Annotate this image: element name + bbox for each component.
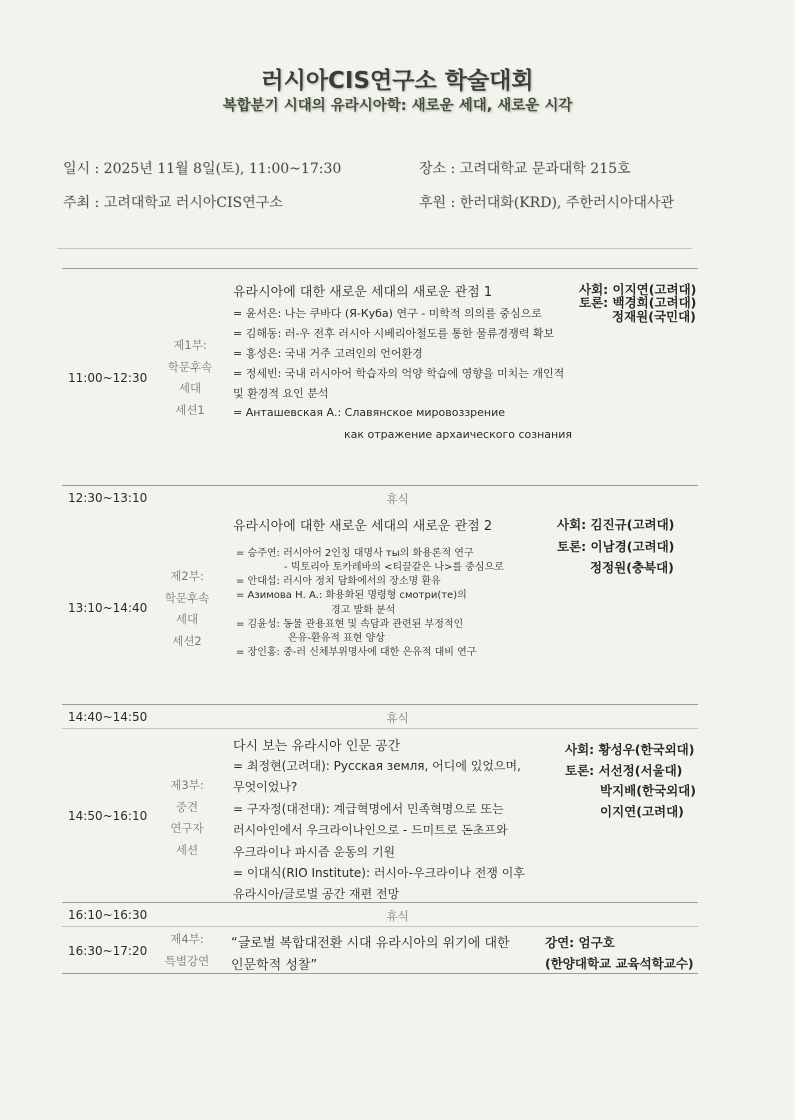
session-time: 14:50~16:10	[68, 809, 148, 823]
paper-item: 러시아인에서 우크라이나인으로 - 드미트로 돈초프와	[233, 823, 508, 837]
event-host: 주최 : 고려대학교 러시아CIS연구소	[63, 195, 283, 211]
row-rule	[62, 728, 698, 729]
discussant: 토론: 이남경(고려대)	[557, 539, 675, 554]
event-date: 일시 : 2025년 11월 8일(토), 11:00~17:30	[63, 161, 342, 177]
session-time: 16:30~17:20	[68, 944, 148, 958]
lecturer-affiliation: (한양대학교 교육석학교수)	[545, 956, 694, 971]
session-part-label: 제2부: 학문후속 세대 세션2	[164, 569, 210, 648]
paper-item: = 안대섭: 러시아 정치 담화에서의 장소명 환유	[236, 576, 441, 587]
paper-item: 은유-환유적 표현 양상	[288, 633, 385, 644]
paper-item: как отражение архаического сознания	[344, 428, 573, 441]
paper-item: = 최정현(고려대): Русская земля, 어디에 있었으며,	[233, 759, 521, 773]
paper-item: 무엇이었나?	[233, 780, 298, 794]
lecture-title: 인문학적 성찰”	[231, 958, 318, 973]
paper-item: = 김해동: 러-우 전후 러시아 시베리아철도를 통한 물류경쟁력 확보	[233, 327, 555, 340]
session-part-label: 제3부: 중견 연구자 세션	[170, 778, 204, 857]
discussant: 박지배(한국외대)	[600, 783, 696, 798]
session-time: 11:00~12:30	[68, 371, 148, 385]
discussant: 정정원(충북대)	[590, 560, 674, 575]
moderator: 사회: 황성우(한국외대)	[565, 742, 695, 757]
session-part-label: 제1부: 학문후속 세대 세션1	[167, 338, 213, 417]
break-label: 휴식	[386, 492, 409, 506]
event-sponsor: 후원 : 한러대화(KRD), 주한러시아대사관	[419, 195, 675, 211]
discussant: 정재원(국민대)	[612, 309, 696, 324]
row-rule	[62, 485, 698, 486]
paper-item: = 홍성은: 국내 거주 고려인의 언어환경	[233, 347, 423, 360]
moderator: 사회: 김진규(고려대)	[557, 517, 675, 532]
lecture-title: “글로벌 복합대전환 시대 유라시아의 위기에 대한	[231, 936, 510, 951]
page-subtitle: 복합분기 시대의 유라시아학: 새로운 세대, 새로운 시각	[222, 98, 573, 114]
paper-item: 및 환경적 요인 분석	[233, 387, 329, 400]
paper-item: = 장인홍: 중-러 신체부위명사에 대한 은유적 대비 연구	[236, 647, 477, 658]
paper-item: = 김윤성: 동물 관용표현 및 속담과 관련된 부정적인	[236, 619, 464, 630]
session-title: 유라시아에 대한 새로운 세대의 새로운 관점 1	[233, 285, 493, 300]
row-rule	[62, 704, 698, 705]
discussant: 토론: 서선정(서울대)	[565, 763, 683, 778]
break-time: 12:30~13:10	[68, 491, 148, 505]
break-label: 휴식	[386, 909, 409, 923]
paper-item: = 구자정(대전대): 계급혁명에서 민족혁명으로 또는	[233, 802, 504, 816]
paper-item: - 빅토리아 토카레바의 <티끌같은 나>를 중심으로	[284, 562, 504, 573]
event-venue: 장소 : 고려대학교 문과대학 215호	[419, 161, 631, 177]
table-top-rule	[62, 268, 698, 269]
session-title: 다시 보는 유라시아 인문 공간	[233, 739, 401, 754]
discussant: 토론: 백경희(고려대)	[579, 295, 697, 310]
row-rule	[62, 926, 698, 927]
paper-item: = 정세빈: 국내 러시아어 학습자의 억양 학습에 영향을 미치는 개인적	[233, 367, 565, 380]
paper-item: = Анташевская А.: Славянское мировоззрение	[233, 406, 506, 419]
paper-item: = 승주연: 러시아어 2인칭 대명사 ты의 화용론적 연구	[236, 548, 474, 559]
paper-item: 유라시아/글로벌 공간 재편 전망	[233, 887, 400, 901]
discussant: 이지연(고려대)	[600, 804, 684, 819]
break-time: 14:40~14:50	[68, 710, 148, 724]
session-time: 13:10~14:40	[68, 601, 148, 615]
moderator: 사회: 이지연(고려대)	[579, 282, 697, 297]
session-part-label: 제4부: 특별강연	[164, 932, 210, 968]
paper-item: 경고 발화 분석	[331, 605, 396, 616]
session-title: 유라시아에 대한 새로운 세대의 새로운 관점 2	[233, 519, 493, 534]
paper-item: = Азимова Н. А.: 화용화된 명령형 смотри(те)의	[236, 590, 467, 601]
break-label: 휴식	[386, 711, 409, 725]
table-bottom-rule	[62, 973, 698, 974]
paper-item: = 윤서은: 나는 쿠바다 (Я-Куба) 연구 - 미학적 의의를 중심으로	[233, 307, 542, 320]
header-divider	[57, 248, 692, 249]
row-rule	[62, 902, 698, 903]
page-title: 러시아CIS연구소 학술대회	[261, 68, 534, 94]
paper-item: = 이대식(RIO Institute): 러시아-우크라이나 전쟁 이후	[233, 866, 525, 880]
paper-item: 우크라이나 파시즘 운동의 기원	[233, 845, 396, 859]
break-time: 16:10~16:30	[68, 908, 148, 922]
lecturer: 강연: 엄구호	[545, 935, 615, 950]
